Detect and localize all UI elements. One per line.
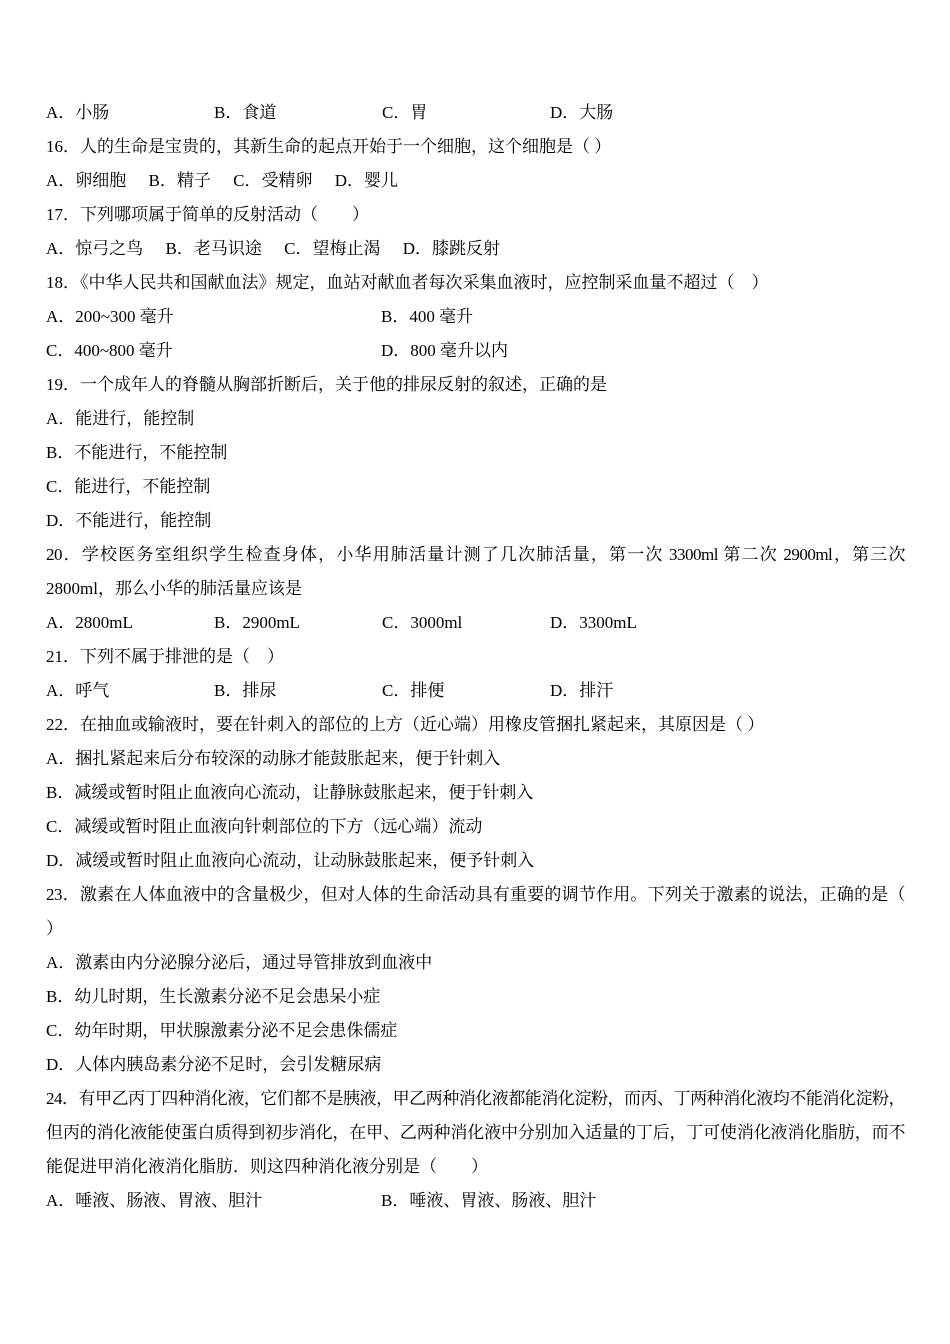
question-24-options-row-ab xyxy=(46,1184,905,1218)
question-24-option-b: B．唾液、胃液、肠液、胆汁 xyxy=(381,1191,597,1210)
question-20-option-b: B．2900mL xyxy=(214,613,300,632)
question-15-option-a: A．小肠 xyxy=(46,103,110,122)
question-20-stem-line-1: 20．学校医务室组织学生检查身体，小华用肺活量计测了几次肺活量，第一次 3300ml 第二次 2900ml，第三次 xyxy=(46,545,905,564)
question-23-option-a: A．激素由内分泌腺分泌后，通过导管排放到血液中 xyxy=(46,953,433,972)
question-17-option-d: D．膝跳反射 xyxy=(402,239,500,258)
question-24-stem-line-2: 但丙的消化液能使蛋白质得到初步消化，在甲、乙两种消化液中分别加入适量的丁后，丁可使消化液消化脂肪，而不 xyxy=(46,1123,905,1142)
question-23-stem-line-1: 23．激素在人体血液中的含量极少，但对人体的生命活动具有重要的调节作用。下列关于激素的说法，正确的是（ xyxy=(46,885,905,904)
question-22-option-a: A．捆扎紧起来后分布较深的动脉才能鼓胀起来，便于针刺入 xyxy=(46,749,501,768)
question-21-option-b: B．排尿 xyxy=(214,681,277,700)
question-17-options-row xyxy=(46,232,905,266)
question-21-options-row xyxy=(46,674,905,708)
question-23-stem-line-2: ） xyxy=(46,919,63,938)
question-21-option-c: C．排便 xyxy=(382,681,445,700)
question-20-option-a: A．2800mL xyxy=(46,613,133,632)
question-18-options-row-ab xyxy=(46,300,905,334)
question-16-option-d: D．婴儿 xyxy=(334,171,398,190)
question-15-options-row xyxy=(46,96,905,130)
question-22-option-c: C．减缓或暂时阻止血液向针刺部位的下方（远心端）流动 xyxy=(46,817,483,836)
question-24-stem-line-3: 能促进甲消化液消化脂肪．则这四种消化液分别是（ ） xyxy=(46,1157,488,1176)
question-17-stem: 17．下列哪项属于简单的反射活动（ ） xyxy=(46,205,369,224)
question-19-option-a: A．能进行，能控制 xyxy=(46,409,195,428)
question-22-option-d: D．减缓或暂时阻止血液向心流动，让动脉鼓胀起来，便予针刺入 xyxy=(46,851,535,870)
question-20-options-row xyxy=(46,606,905,640)
question-16-option-b: B．精子 xyxy=(148,171,211,190)
question-18-option-d: D．800 毫升以内 xyxy=(381,341,509,360)
question-15-option-d: D．大肠 xyxy=(550,103,614,122)
question-20-option-c: C．3000ml xyxy=(382,613,463,632)
question-19-option-b: B．不能进行，不能控制 xyxy=(46,443,228,462)
question-18-option-a: A．200~300 毫升 xyxy=(46,307,174,326)
question-17-option-a: A．惊弓之鸟 xyxy=(46,239,144,258)
question-21-option-d: D．排汗 xyxy=(550,681,614,700)
question-16-option-a: A．卵细胞 xyxy=(46,171,127,190)
question-19-stem: 19．一个成年人的脊髓从胸部折断后，关于他的排尿反射的叙述，正确的是 xyxy=(46,375,607,394)
question-17-option-b: B．老马识途 xyxy=(165,239,262,258)
question-19-option-c: C．能进行，不能控制 xyxy=(46,477,211,496)
question-23-option-b: B．幼儿时期，生长激素分泌不足会患呆小症 xyxy=(46,987,381,1006)
question-23-option-d: D．人体内胰岛素分泌不足时，会引发糖尿病 xyxy=(46,1055,382,1074)
question-17-option-c: C．望梅止渴 xyxy=(284,239,381,258)
question-18-option-b: B．400 毫升 xyxy=(381,307,474,326)
question-22-option-b: B．减缓或暂时阻止血液向心流动，让静脉鼓胀起来，便于针刺入 xyxy=(46,783,534,802)
question-20-stem-line-2: 2800ml，那么小华的肺活量应该是 xyxy=(46,579,302,598)
question-22-stem: 22．在抽血或输液时，要在针刺入的部位的上方（近心端）用橡皮管捆扎紧起来，其原因是（ ） xyxy=(46,715,765,734)
question-15-option-c: C．胃 xyxy=(382,103,428,122)
question-21-stem: 21．下列不属于排泄的是（ ） xyxy=(46,647,284,666)
question-15-option-b: B．食道 xyxy=(214,103,277,122)
question-23-option-c: C．幼年时期，甲状腺激素分泌不足会患侏儒症 xyxy=(46,1021,398,1040)
question-20-option-d: D．3300mL xyxy=(550,613,637,632)
question-19-option-d: D．不能进行，能控制 xyxy=(46,511,212,530)
question-16-stem: 16．人的生命是宝贵的，其新生命的起点开始于一个细胞，这个细胞是（ ） xyxy=(46,137,612,156)
question-18-option-c: C．400~800 毫升 xyxy=(46,341,173,360)
question-24-stem-line-1: 24．有甲乙丙丁四种消化液，它们都不是胰液，甲乙两种消化液都能消化淀粉，而丙、丁两种消化液均不能消化淀粉， xyxy=(46,1089,905,1108)
question-21-option-a: A．呼气 xyxy=(46,681,110,700)
question-18-stem: 18．《中华人民共和国献血法》规定，血站对献血者每次采集血液时，应控制采血量不超过（ ） xyxy=(46,273,769,292)
question-24-option-a: A．唾液、肠液、胃液、胆汁 xyxy=(46,1191,263,1210)
question-16-option-c: C．受精卵 xyxy=(233,171,313,190)
question-16-options-row xyxy=(46,164,905,198)
question-18-options-row-cd xyxy=(46,334,905,368)
